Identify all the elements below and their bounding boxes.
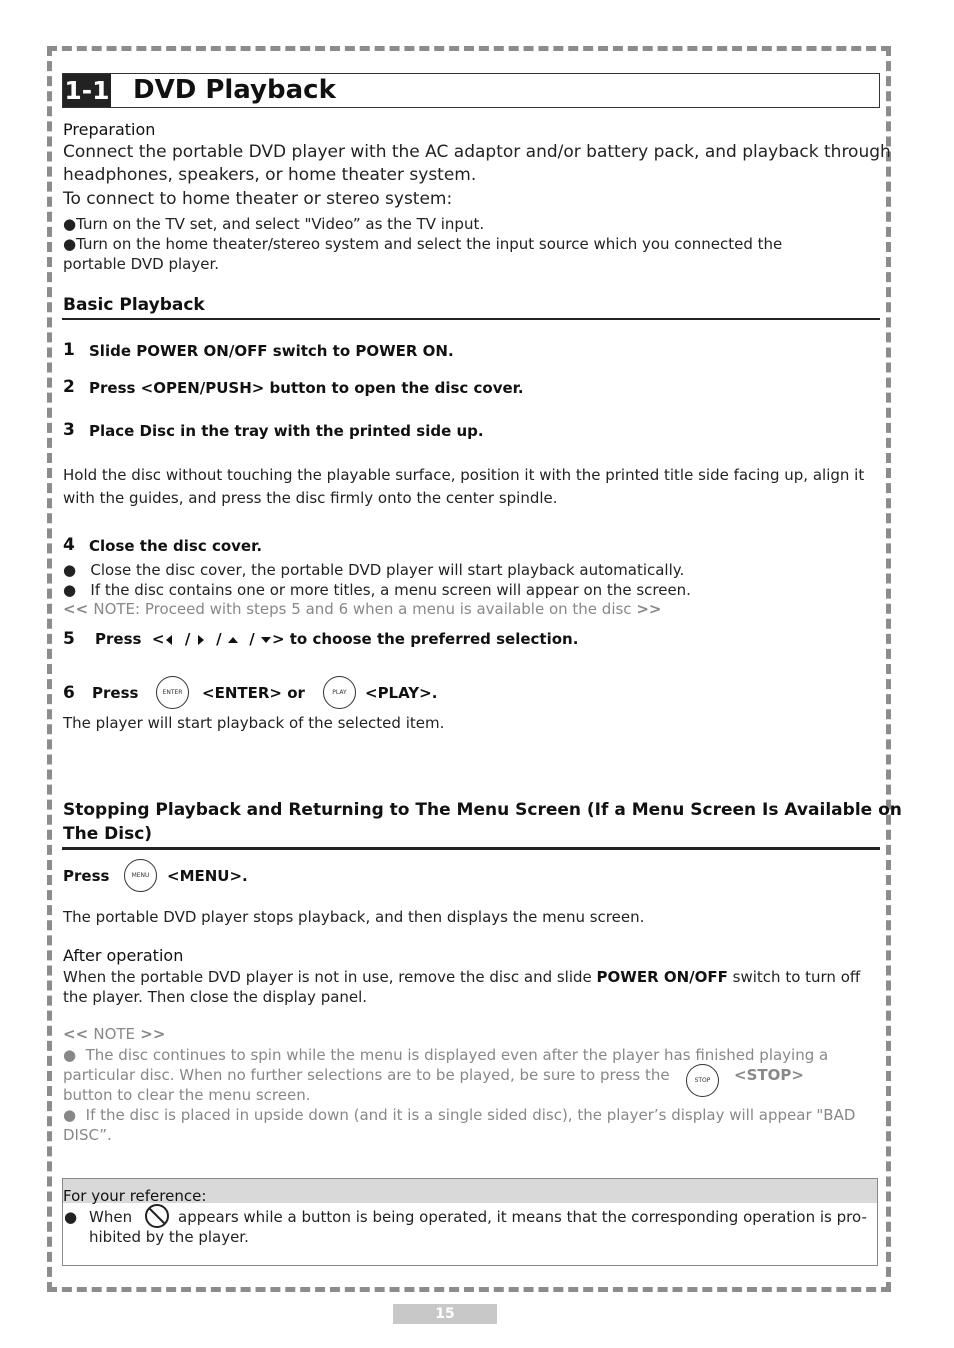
after-operation-line-2: the player. Then close the display panel. [63,988,368,1006]
step-2-text: Press <OPEN/PUSH> button to open the disc cover. [89,379,524,397]
prohibited-icon [144,1203,170,1229]
page-title: DVD Playback [133,75,336,105]
after-operation-text-a: When the portable DVD player is not in use, remove the disc and slide [63,968,597,986]
note-bullet-1-line-1 [63,1045,828,1065]
down-arrow-icon [260,635,272,645]
heading-rule [62,318,880,320]
after-operation-heading: After operation [63,946,184,965]
reference-box [62,1178,878,1266]
preparation-line-3: To connect to home theater or stereo system: [63,189,453,209]
play-button-icon: PLAY [323,676,356,709]
step-3-text: Place Disc in the tray with the printed side up. [89,422,484,440]
step-5-press: Press [95,630,142,648]
hold-disc-line-2: with the guides, and press the disc firmly onto the center spindle. [63,489,558,507]
enter-button-icon: ENTER [156,676,189,709]
note-bullet-2-line-1 [63,1105,855,1125]
bullet-icon: ● [63,561,77,579]
step-5-sep-2: / [216,630,222,648]
preparation-line-2: headphones, speakers, or home theater system. [63,165,477,185]
note-open: << [63,600,94,618]
after-operation-power: POWER ON/OFF [596,968,728,986]
step-4-number: 4 [63,535,75,555]
note-proceed [63,599,661,619]
after-operation-text-c: switch to turn off [727,968,861,986]
preparation-line-1: Connect the portable DVD player with the AC adaptor and/or battery pack, and playback through [63,142,891,162]
note-bullet-2-text: If the disc is placed in upside down (and it is a single sided disc), the player’s display will appear "BAD [85,1106,856,1124]
stopping-menu-label: <MENU>. [167,867,248,885]
step-4-bullet-1-text: Close the disc cover, the portable DVD player will start playback automatically. [90,561,685,579]
note-bullet-1-line-2: particular disc. When no further selections are to be played, be sure to press the [63,1066,670,1084]
note-close: >> [135,1025,166,1043]
right-arrow-icon [196,634,206,646]
step-4-bullet-1 [63,560,684,580]
step-3-number: 3 [63,420,75,440]
step-5-text: Press < / / / > to choose the preferred selection. [95,630,579,648]
step-4-text: Close the disc cover. [89,537,263,555]
after-operation-line-1 [63,967,860,987]
bullet-icon: ● [63,235,77,253]
note-bullet-1-line-3: button to clear the menu screen. [63,1086,311,1104]
step-5-sep-1: / [184,630,191,648]
bullet-icon: ● [63,1106,77,1124]
bullet-icon: ● [63,215,77,233]
step-6-enter-label: <ENTER> or [202,684,305,702]
note-label: NOTE [93,1025,136,1043]
step-4-bullet-2-text: If the disc contains one or more titles, a menu screen will appear on the screen. [90,581,691,599]
bullet-icon: ● [63,581,77,599]
stop-label: <STOP> [734,1066,804,1084]
reference-line-1: appears while a button is being operated, it means that the corresponding operation is pro- [178,1208,867,1226]
preparation-bullet-2-text: Turn on the home theater/stereo system and select the input source which you connected the [76,235,783,253]
reference-heading: For your reference: [63,1187,207,1205]
step-6-press: Press [92,684,139,702]
stop-button-icon: STOP [686,1064,719,1097]
hold-disc-line-1: Hold the disc without touching the playable surface, position it with the printed title side facing up, align it [63,466,865,484]
preparation-bullet-2 [63,234,782,254]
section-title-box [62,73,880,108]
preparation-bullet-2-cont: portable DVD player. [63,255,220,273]
note-close: >> [636,600,662,618]
note-open: << [63,1025,94,1043]
section-number: 1-1 [64,76,110,105]
reference-when: When [89,1208,133,1226]
heading-rule [62,847,880,850]
step-1-text: Slide POWER ON/OFF switch to POWER ON. [89,342,454,360]
up-arrow-icon [227,635,239,645]
stopping-heading-line-1: Stopping Playback and Returning to The Menu Screen (If a Menu Screen Is Available on [63,800,902,820]
page-number: 15 [393,1304,497,1324]
stopping-press: Press [63,867,110,885]
left-arrow-icon [164,634,174,646]
step-6-number: 6 [63,683,75,703]
preparation-bullet-1 [63,214,484,234]
reference-line-2: hibited by the player. [89,1228,249,1246]
stopping-heading-line-2: The Disc) [63,824,153,844]
note-bullet-1-text: The disc continues to spin while the menu is displayed even after the player has finished playing a [85,1046,829,1064]
note-bullet-2-line-2: DISC”. [63,1126,112,1144]
reference-bullet-icon: ● [64,1208,78,1226]
basic-playback-heading: Basic Playback [63,295,205,315]
preparation-heading: Preparation [63,120,156,139]
note-text: : Proceed with steps 5 and 6 when a menu is available on the disc [135,600,637,618]
stopping-description: The portable DVD player stops playback, and then displays the menu screen. [63,908,645,926]
step-5-end: > to choose the preferred selection. [271,630,579,648]
note-heading [63,1024,165,1044]
step-5-number: 5 [63,629,75,649]
note-label: NOTE [93,600,136,618]
step-1-number: 1 [63,340,75,360]
step-6-result: The player will start playback of the selected item. [63,714,445,732]
step-2-number: 2 [63,377,75,397]
step-4-bullet-2 [63,580,691,600]
step-5-sep-3: / [249,630,255,648]
bullet-icon: ● [63,1046,77,1064]
menu-button-icon: MENU [124,859,157,892]
preparation-bullet-1-text: Turn on the TV set, and select "Video” as the TV input. [76,215,485,233]
step-6-play-label: <PLAY>. [365,684,438,702]
